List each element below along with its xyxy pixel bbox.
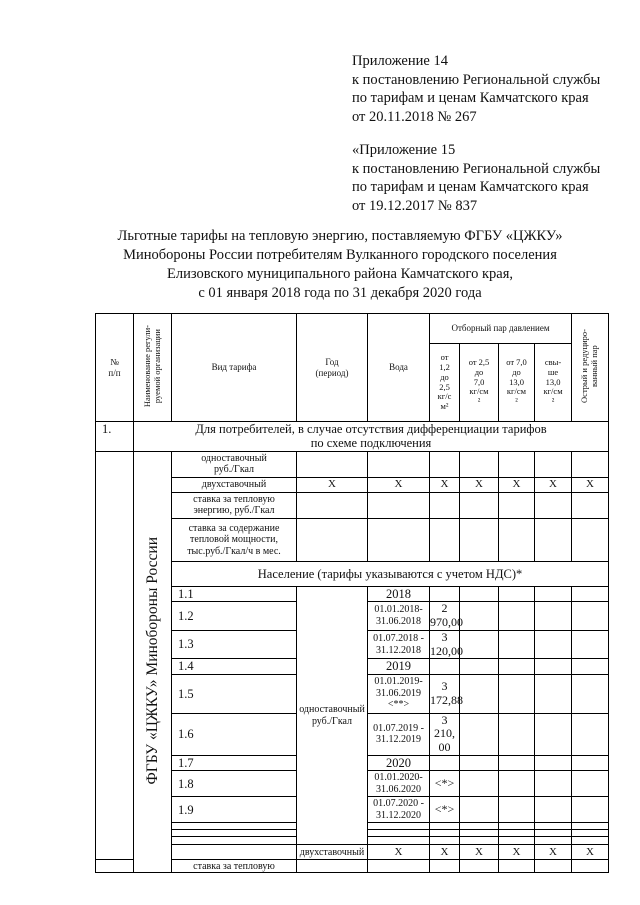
water-value: [430, 586, 460, 601]
steam-line: 13,0: [509, 376, 524, 387]
header-line: «Приложение 15: [352, 142, 456, 158]
period-line: 31.12.2020: [376, 809, 421, 821]
section-heading: [134, 422, 609, 452]
row-number: 1.6: [172, 713, 297, 755]
period-cell: [368, 630, 430, 659]
steam-line: кг/см: [543, 386, 563, 397]
steam-line: до: [474, 366, 484, 377]
tariff-type-line: руб./Гкал: [311, 715, 353, 727]
period-cell: [368, 797, 430, 823]
tariff-type-cell: двухставочный: [172, 477, 297, 492]
title-line: Минобороны России потребителям Вулканного городского поселения: [123, 247, 557, 263]
title-line: с 01 января 2018 года по 31 декабря 2020 года: [198, 285, 482, 301]
tariff-type-cell: двухставочный: [297, 845, 368, 860]
col-header-steam-group: Отборный пар давлением: [430, 314, 572, 344]
tariff-type-line: одноставочный: [299, 704, 365, 716]
col-header-steam-2: [460, 344, 499, 422]
steam-line: ²: [515, 396, 518, 407]
x-mark: X: [430, 477, 460, 492]
period-line: 01.07.2020 -: [373, 798, 424, 810]
tariff-type-line: ставка за содержание: [188, 522, 280, 534]
col-header-water: Вода: [368, 314, 430, 422]
period-line: 31.06.2020: [376, 783, 421, 795]
x-mark: X: [499, 845, 535, 860]
x-mark: X: [572, 477, 609, 492]
period-cell: 2019: [368, 659, 430, 674]
header-line: по тарифам и ценам Камчатского края: [352, 90, 589, 106]
steam-line: кг/с: [437, 391, 452, 402]
steam-line: м²: [440, 401, 449, 412]
header-line: от 19.12.2017 № 837: [352, 197, 478, 214]
steam-line: кг/см: [506, 386, 527, 397]
period-line: 01.07.2018 -: [373, 633, 424, 645]
section-number: 1.: [96, 422, 134, 452]
row-number-cell: [96, 451, 134, 860]
row-number: 1.7: [172, 756, 297, 771]
col-header-steam-1: [430, 344, 460, 422]
tariff-type-cell: [172, 451, 297, 477]
period-cell: [368, 713, 430, 755]
steam-line: 13,0: [545, 376, 561, 387]
title-line: Льготные тарифы на тепловую энергию, поставляемую ФГБУ «ЦЖКУ»: [117, 228, 563, 244]
appendix-header: [352, 52, 600, 126]
x-mark: X: [368, 845, 430, 860]
col-header-num-line: п/п: [108, 367, 121, 378]
row-number: 1.9: [172, 797, 297, 823]
steam-line: свы-: [544, 357, 562, 368]
water-value: <*>: [430, 797, 460, 823]
period-line: 31.06.2018: [376, 615, 421, 627]
tariff-type-cell: ставка за тепловую: [172, 860, 297, 873]
water-value: 3 120,00: [430, 629, 463, 658]
steam-line: от 2,5: [468, 357, 490, 368]
steam-line: 1,2: [439, 361, 450, 372]
tariff-type-line: одноставочный: [201, 452, 267, 464]
col-header-year: [297, 314, 368, 422]
col-header-tariff-type: Вид тарифа: [172, 314, 297, 422]
steam-line: кг/см: [469, 386, 489, 397]
water-value: 3 172,88: [430, 674, 460, 713]
col-header-year-line: (период): [315, 367, 349, 378]
organization-name: ФГБУ «ЦЖКУ» Минобороны России: [143, 537, 161, 785]
period-cell: [368, 602, 430, 631]
col-header-year-line: Год: [325, 357, 339, 368]
period-line: 31.06.2019: [376, 687, 421, 699]
period-line: 01.07.2019 -: [373, 722, 424, 734]
x-mark: X: [535, 477, 572, 492]
tariff-type-line: руб./Гкал: [213, 464, 255, 476]
period-line: 01.01.2019-: [374, 676, 423, 688]
row-number: 1.2: [172, 602, 297, 631]
x-mark: X: [460, 477, 499, 492]
col-header-organization: [134, 314, 172, 422]
x-mark: X: [572, 845, 609, 860]
population-tariff-type: [297, 586, 368, 845]
col-header-reduced-line: Острый и редуциро-: [579, 329, 590, 404]
x-mark: X: [499, 477, 535, 492]
period-line: 01.01.2018-: [374, 604, 423, 616]
steam-line: ше: [547, 366, 559, 377]
steam-line: от 7,0: [506, 357, 527, 368]
period-cell: 2018: [368, 586, 430, 601]
period-cell: 2020: [368, 756, 430, 771]
period-cell: [368, 674, 430, 713]
col-header-steam-4: [535, 344, 572, 422]
x-mark: X: [535, 845, 572, 860]
water-value: [430, 756, 460, 771]
header-line: к постановлению Региональной службы: [352, 160, 601, 177]
steam-line: ²: [551, 396, 555, 407]
tariff-type-line: ставка за тепловую: [193, 493, 275, 505]
steam-line: до: [440, 371, 449, 382]
header-line: по тарифам и ценам Камчатского края: [352, 179, 589, 195]
tariff-type-line: энергию, руб./Гкал: [193, 505, 275, 517]
header-line: Приложение 14: [352, 53, 448, 69]
steam-line: ²: [477, 396, 481, 407]
tariff-type-cell: [172, 492, 297, 518]
period-line: 01.01.2020-: [374, 772, 423, 784]
population-heading: Население (тарифы указываются с учетом НДС)*: [172, 561, 609, 586]
x-mark: X: [368, 477, 430, 492]
water-value: [430, 659, 460, 674]
period-line: 31.12.2019: [376, 734, 421, 746]
row-number: 1.1: [172, 586, 297, 601]
col-header-reduced-line: ванный пар: [589, 345, 600, 388]
period-line: 31.12.2018: [376, 644, 421, 656]
tariff-table: [95, 313, 609, 873]
row-number: 1.4: [172, 659, 297, 674]
section-heading-line: по схеме подключения: [310, 436, 432, 451]
col-header-org-line: Наименование регули-: [141, 325, 152, 408]
water-value: 2 970,00: [430, 601, 463, 629]
col-header-num: [96, 314, 134, 422]
section-heading-line: Для потребителей, в случае отсутствия дифференциации тарифов: [195, 422, 547, 436]
period-line: <**>: [387, 699, 410, 711]
row-number: 1.3: [172, 630, 297, 659]
x-mark: X: [460, 845, 499, 860]
document-title: [60, 227, 620, 303]
water-value: <*>: [430, 771, 460, 797]
x-mark: X: [297, 477, 368, 492]
organization-cell: [134, 451, 172, 873]
col-header-steam-3: [499, 344, 535, 422]
col-header-reduced-steam: [572, 314, 609, 422]
water-value: 3 210, 00: [430, 713, 460, 755]
row-number: 1.8: [172, 771, 297, 797]
header-line: к постановлению Региональной службы: [352, 71, 601, 88]
row-number: 1.5: [172, 674, 297, 713]
steam-line: до: [512, 366, 521, 377]
col-header-num-line: №: [110, 357, 119, 368]
header-line: от 20.11.2018 № 267: [352, 108, 477, 125]
title-line: Елизовского муниципального района Камчатского края,: [166, 266, 514, 282]
appendix-header-2: [352, 141, 600, 215]
col-header-org-line: руемой организации: [151, 329, 162, 404]
steam-line: от: [440, 352, 449, 363]
tariff-type-line: тепловой мощности,: [190, 534, 278, 545]
tariff-type-cell: [172, 518, 297, 561]
tariff-type-line: тыс.руб./Гкал/ч в мес.: [187, 545, 281, 557]
x-mark: X: [430, 845, 460, 860]
steam-line: 2,5: [439, 381, 450, 392]
period-cell: [368, 771, 430, 797]
steam-line: 7,0: [473, 376, 485, 387]
